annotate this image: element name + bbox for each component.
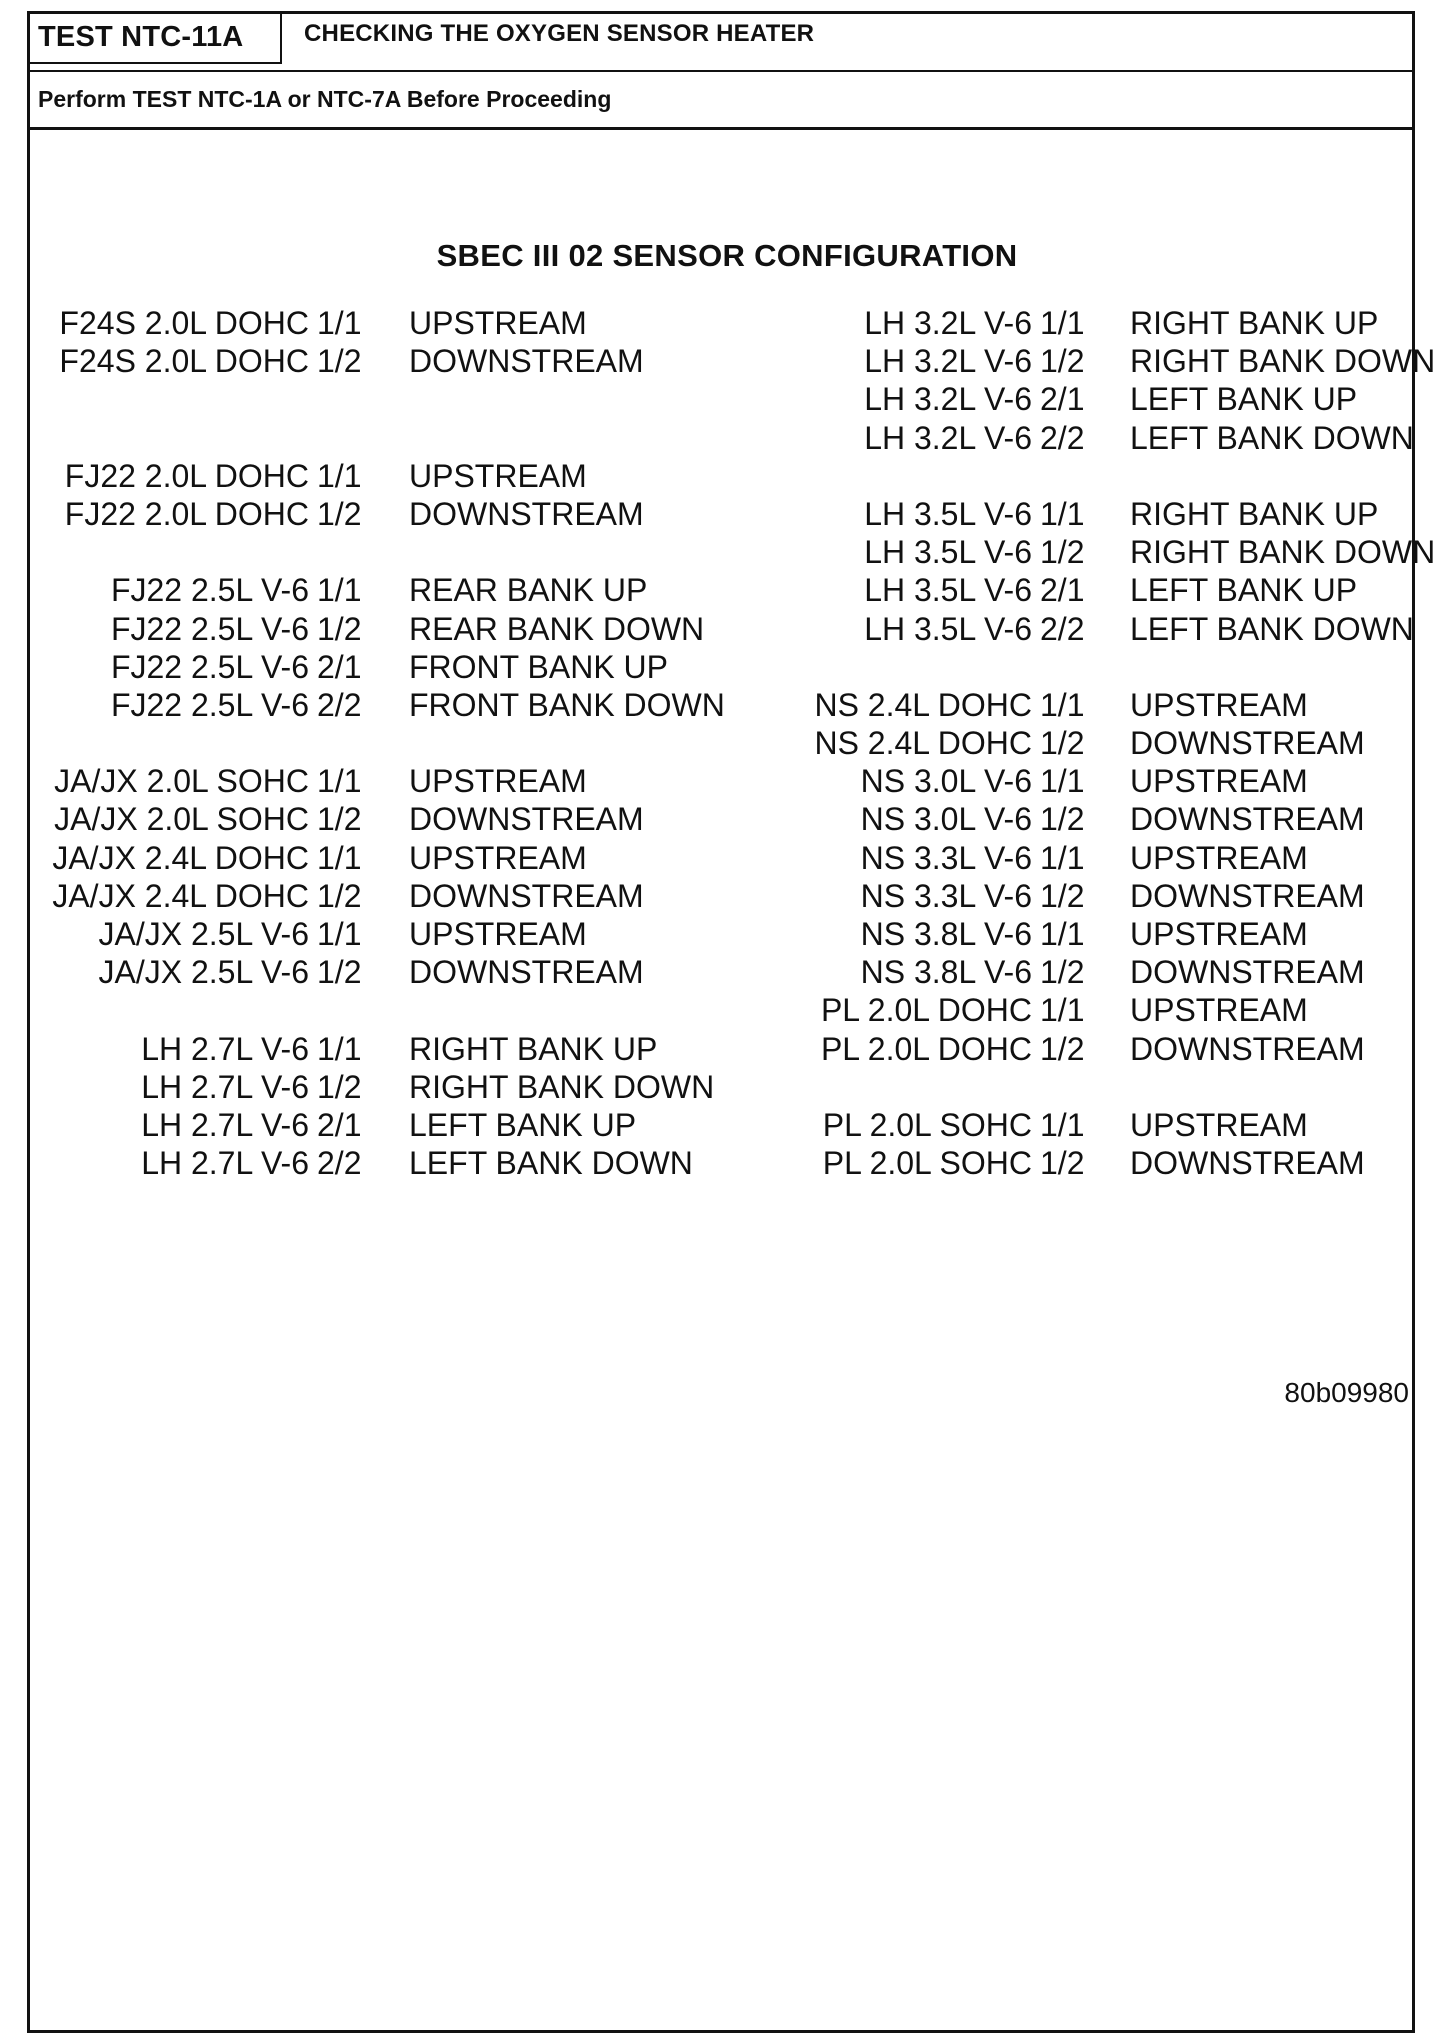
sensor-position: 1/2 — [317, 801, 362, 838]
figure-id: 80b09980 — [1284, 1377, 1409, 1408]
sensor-location: UPSTREAM — [1130, 916, 1308, 952]
sensor-location: DOWNSTREAM — [1130, 877, 1365, 914]
engine-label: F24S 2.0L DOHC — [59, 343, 309, 380]
engine-label: JA/JX 2.4L DOHC — [52, 839, 309, 876]
engine-label: NS 3.8L V-6 — [860, 916, 1032, 952]
sensor-position: 2/2 — [1040, 610, 1085, 647]
sensor-position: 1/1 — [317, 839, 362, 876]
sensor-location: RIGHT BANK UP — [1130, 305, 1379, 341]
sensor-position: 1/1 — [1040, 992, 1085, 1029]
sensor-position: 2/1 — [317, 1106, 362, 1143]
sensor-location: DOWNSTREAM — [409, 343, 644, 380]
sensor-position: 1/1 — [317, 763, 362, 800]
sensor-location: LEFT BANK DOWN — [409, 1145, 693, 1182]
engine-label: NS 3.0L V-6 — [860, 801, 1032, 838]
sensor-position: 1/1 — [317, 457, 362, 494]
sensor-location: LEFT BANK UP — [1130, 381, 1358, 418]
sensor-position: 1/2 — [1040, 1145, 1085, 1182]
sensor-position: 1/2 — [317, 610, 362, 647]
engine-label: JA/JX 2.5L V-6 — [98, 916, 309, 952]
sensor-location: UPSTREAM — [1130, 839, 1308, 876]
sensor-position: 1/2 — [1040, 801, 1085, 838]
sensor-position: 1/1 — [1040, 305, 1085, 341]
sensor-location: DOWNSTREAM — [1130, 801, 1365, 838]
sensor-location: RIGHT BANK DOWN — [1130, 343, 1436, 380]
sensor-position: 1/2 — [1040, 954, 1085, 991]
sensor-location: DOWNSTREAM — [1130, 954, 1365, 991]
engine-label: LH 3.2L V-6 — [864, 419, 1032, 456]
sensor-position: 2/1 — [1040, 381, 1085, 418]
sensor-position: 2/2 — [1040, 419, 1085, 456]
sensor-position: 1/1 — [317, 916, 362, 952]
sensor-position: 1/1 — [1040, 763, 1085, 800]
sensor-position: 2/1 — [317, 648, 362, 685]
sensor-position: 2/2 — [317, 1145, 362, 1182]
sensor-position: 1/2 — [1040, 343, 1085, 380]
sensor-location: FRONT BANK DOWN — [409, 686, 725, 723]
engine-label: JA/JX 2.0L SOHC — [54, 763, 309, 800]
engine-label: PL 2.0L DOHC — [820, 992, 1032, 1029]
engine-label: LH 2.7L V-6 — [141, 1145, 309, 1182]
sensor-location: DOWNSTREAM — [1130, 725, 1365, 762]
sensor-position: 1/2 — [317, 877, 362, 914]
engine-label: JA/JX 2.5L V-6 — [98, 954, 309, 991]
sensor-position: 1/1 — [317, 305, 362, 341]
sensor-position: 1/1 — [1040, 686, 1085, 723]
engine-label: LH 2.7L V-6 — [141, 1106, 309, 1143]
engine-label: F24S 2.0L DOHC — [59, 305, 309, 341]
sensor-position: 1/2 — [317, 343, 362, 380]
engine-label: FJ22 2.5L V-6 — [110, 610, 309, 647]
sensor-location: UPSTREAM — [409, 763, 587, 800]
engine-label: JA/JX 2.0L SOHC — [54, 801, 309, 838]
engine-label: NS 2.4L DOHC — [814, 725, 1032, 762]
sensor-position: 1/1 — [1040, 839, 1085, 876]
engine-label: LH 3.5L V-6 — [864, 534, 1032, 571]
sensor-location: UPSTREAM — [1130, 1106, 1308, 1143]
sensor-location: DOWNSTREAM — [409, 877, 644, 914]
sensor-location: REAR BANK UP — [409, 572, 648, 609]
sensor-position: 2/1 — [1040, 572, 1085, 609]
sensor-position: 1/2 — [1040, 877, 1085, 914]
sensor-position: 1/2 — [1040, 534, 1085, 571]
sensor-location: DOWNSTREAM — [409, 801, 644, 838]
sensor-position: 1/1 — [317, 572, 362, 609]
sensor-location: REAR BANK DOWN — [409, 610, 705, 647]
engine-label: NS 3.0L V-6 — [860, 763, 1032, 800]
sensor-position: 2/2 — [317, 686, 362, 723]
sensor-position: 1/2 — [1040, 725, 1085, 762]
engine-label: PL 2.0L SOHC — [822, 1145, 1032, 1182]
prerequisite-row — [30, 72, 1412, 130]
sensor-location: UPSTREAM — [409, 916, 587, 952]
sensor-position: 1/2 — [317, 1068, 362, 1105]
sensor-location: UPSTREAM — [409, 457, 587, 494]
engine-label: FJ22 2.5L V-6 — [110, 686, 309, 723]
sensor-position: 1/1 — [1040, 495, 1085, 532]
test-id: TEST NTC-11A — [30, 14, 282, 64]
test-header — [30, 14, 1412, 72]
engine-label: LH 2.7L V-6 — [141, 1068, 309, 1105]
sensor-location: UPSTREAM — [1130, 686, 1308, 723]
sensor-location: UPSTREAM — [1130, 992, 1308, 1029]
engine-label: FJ22 2.5L V-6 — [110, 572, 309, 609]
engine-label: LH 3.5L V-6 — [864, 495, 1032, 532]
sensor-position: 1/1 — [317, 1030, 362, 1067]
sensor-location: DOWNSTREAM — [409, 495, 644, 532]
sensor-location: UPSTREAM — [409, 305, 587, 341]
engine-label: NS 3.3L V-6 — [860, 877, 1032, 914]
sensor-location: RIGHT BANK DOWN — [409, 1068, 715, 1105]
prerequisite-text: Perform TEST NTC-1A or NTC-7A Before Proceeding — [38, 86, 612, 112]
test-procedure-frame — [27, 11, 1436, 2033]
sensor-position: 1/2 — [1040, 1030, 1085, 1067]
sensor-location: DOWNSTREAM — [1130, 1145, 1365, 1182]
test-title: CHECKING THE OXYGEN SENSOR HEATER — [304, 20, 815, 47]
sensor-location: RIGHT BANK UP — [409, 1030, 658, 1067]
sensor-position: 1/2 — [317, 495, 362, 532]
sensor-position: 1/1 — [1040, 916, 1085, 952]
engine-label: LH 3.5L V-6 — [864, 610, 1032, 647]
engine-label: FJ22 2.5L V-6 — [110, 648, 309, 685]
engine-label: LH 3.2L V-6 — [864, 381, 1032, 418]
engine-label: PL 2.0L SOHC — [822, 1106, 1032, 1143]
sensor-location: LEFT BANK UP — [1130, 572, 1358, 609]
engine-label: NS 3.3L V-6 — [860, 839, 1032, 876]
engine-label: FJ22 2.0L DOHC — [64, 457, 309, 494]
engine-label: PL 2.0L DOHC — [820, 1030, 1032, 1067]
sensor-location: LEFT BANK UP — [409, 1106, 637, 1143]
sensor-location: RIGHT BANK UP — [1130, 495, 1379, 532]
sensor-location: UPSTREAM — [409, 839, 587, 876]
engine-label: LH 2.7L V-6 — [141, 1030, 309, 1067]
sensor-location: UPSTREAM — [1130, 763, 1308, 800]
engine-label: FJ22 2.0L DOHC — [64, 495, 309, 532]
engine-label: JA/JX 2.4L DOHC — [52, 877, 309, 914]
engine-label: NS 2.4L DOHC — [814, 686, 1032, 723]
engine-label: LH 3.2L V-6 — [864, 343, 1032, 380]
engine-label: NS 3.8L V-6 — [860, 954, 1032, 991]
sensor-location: DOWNSTREAM — [409, 954, 644, 991]
sensor-location: DOWNSTREAM — [1130, 1030, 1365, 1067]
diagram-title: SBEC III 02 SENSOR CONFIGURATION — [436, 238, 1018, 273]
sensor-location: LEFT BANK DOWN — [1130, 419, 1414, 456]
sensor-position: 1/1 — [1040, 1106, 1085, 1143]
engine-label: LH 3.5L V-6 — [864, 572, 1032, 609]
sensor-location: LEFT BANK DOWN — [1130, 610, 1414, 647]
sensor-position: 1/2 — [317, 954, 362, 991]
sensor-location: FRONT BANK UP — [409, 648, 668, 685]
sensor-location: RIGHT BANK DOWN — [1130, 534, 1436, 571]
engine-label: LH 3.2L V-6 — [864, 305, 1032, 341]
